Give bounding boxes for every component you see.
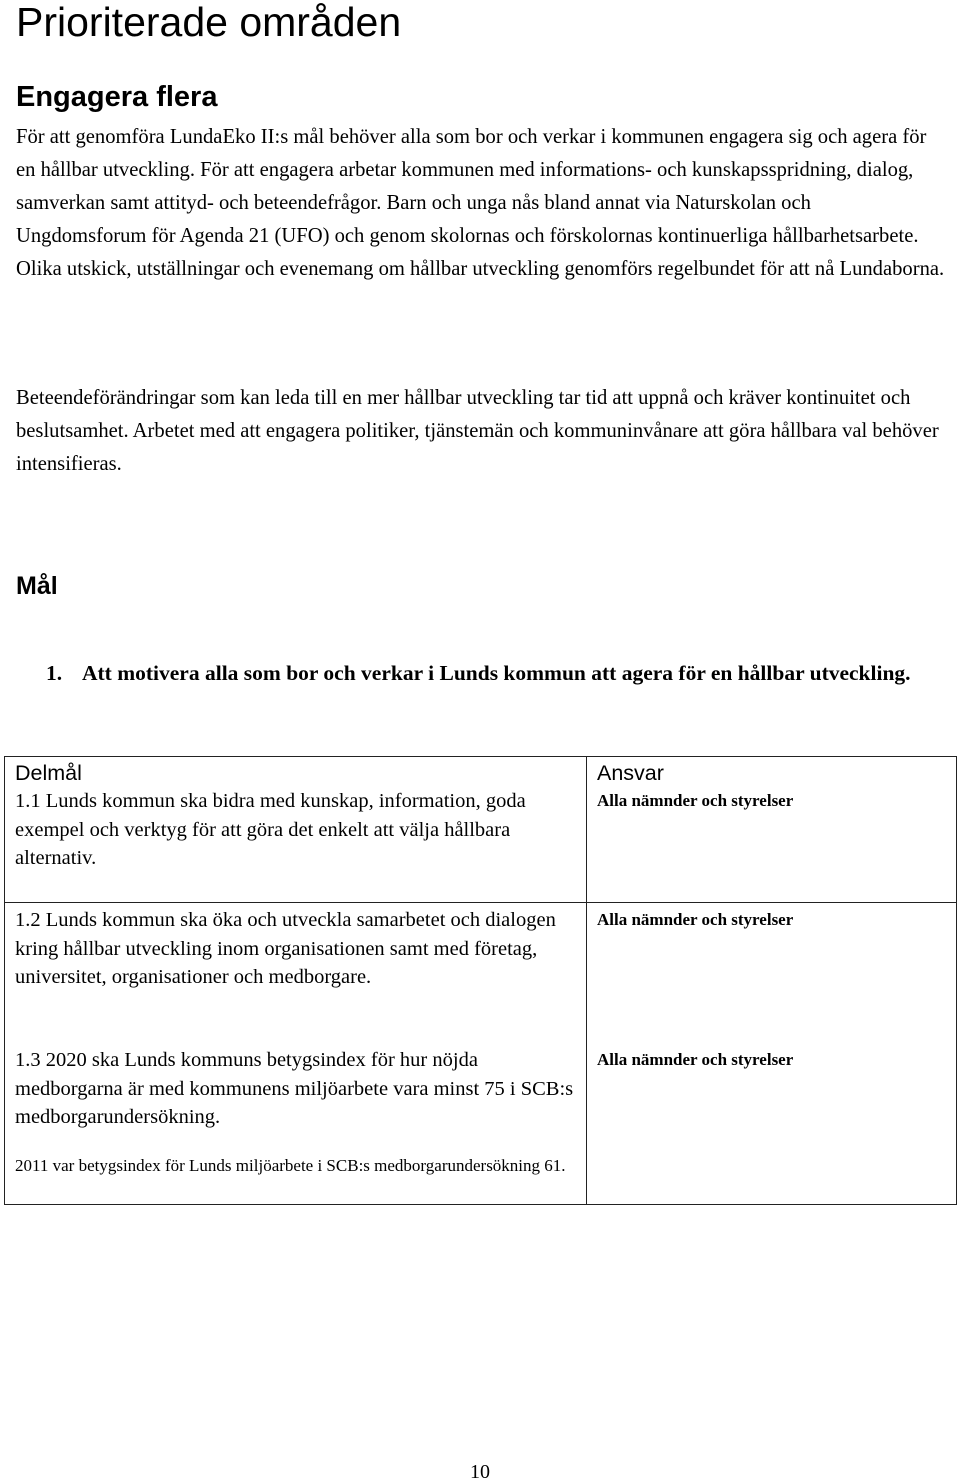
subgoal-note: 2011 var betygsindex för Lunds miljöarbete i SCB:s medborgarundersökning 61. bbox=[15, 1155, 566, 1175]
responsible-text: Alla nämnder och styrelser bbox=[597, 791, 794, 810]
subgoal-text: 1.3 2020 ska Lunds kommuns betygsindex för hur nöjda medborgarna är med kommunens miljöarbete vara minst 75 i SCB:s medborgarundersökning. bbox=[15, 1049, 574, 1128]
subgoal-column bbox=[5, 757, 587, 903]
table-row bbox=[5, 1046, 957, 1204]
subgoals-table bbox=[4, 756, 957, 1205]
page-number: 10 bbox=[470, 1461, 490, 1483]
goal-number: 1. bbox=[46, 661, 63, 685]
table-row bbox=[5, 903, 957, 1047]
responsible-column bbox=[587, 757, 957, 903]
page-title: Prioriterade områden bbox=[16, 0, 402, 45]
subgoal-text: 1.1 Lunds kommun ska bidra med kunskap, information, goda exempel och verktyg för att göra det enkelt att välja hållbara alternativ. bbox=[15, 790, 526, 869]
subgoal-column-header: Delmål bbox=[15, 761, 82, 785]
section-paragraph-2: Beteendeförändringar som kan leda till en mer hållbar utveckling tar tid att uppnå och kräver kontinuitet och beslutsamhet. Arbetet med att engagera politiker, tjänstemän och kommuninvånare att göra hållbara val behöver intensifieras. bbox=[16, 387, 939, 475]
goals-heading: Mål bbox=[16, 572, 58, 600]
responsible-text: Alla nämnder och styrelser bbox=[597, 910, 794, 929]
section-paragraph-1: För att genomföra LundaEko II:s mål behöver alla som bor och verkar i kommunen engagera sig och agera för en hållbar utveckling. För att engagera arbetar kommunen med informations- och kunskapsspridning, dialog, samverkan samt attityd- och beteendefrågor. Barn och unga nås bland annat via Naturskolan och Ungdomsforum för Agenda 21 (UFO) och genom skolornas och förskolornas kontinuerliga hållbarhetsarbete. Olika utskick, utställningar och evenemang om hållbar utveckling genomförs regelbundet för att nå Lundaborna. bbox=[16, 126, 945, 280]
subgoal-text: 1.2 Lunds kommun ska öka och utveckla samarbetet och dialogen kring hållbar utveckling inom organisationen samt med företag, universitet, organisationer och medborgare. bbox=[15, 909, 556, 988]
responsible-column-header: Ansvar bbox=[597, 761, 664, 785]
goal-item bbox=[46, 657, 936, 690]
responsible-text: Alla nämnder och styrelser bbox=[597, 1050, 794, 1069]
section-heading: Engagera flera bbox=[16, 81, 218, 113]
goal-text: Att motivera alla som bor och verkar i Lunds kommun att agera för en hållbar utveckling. bbox=[82, 661, 911, 685]
table-header-row bbox=[5, 757, 957, 903]
